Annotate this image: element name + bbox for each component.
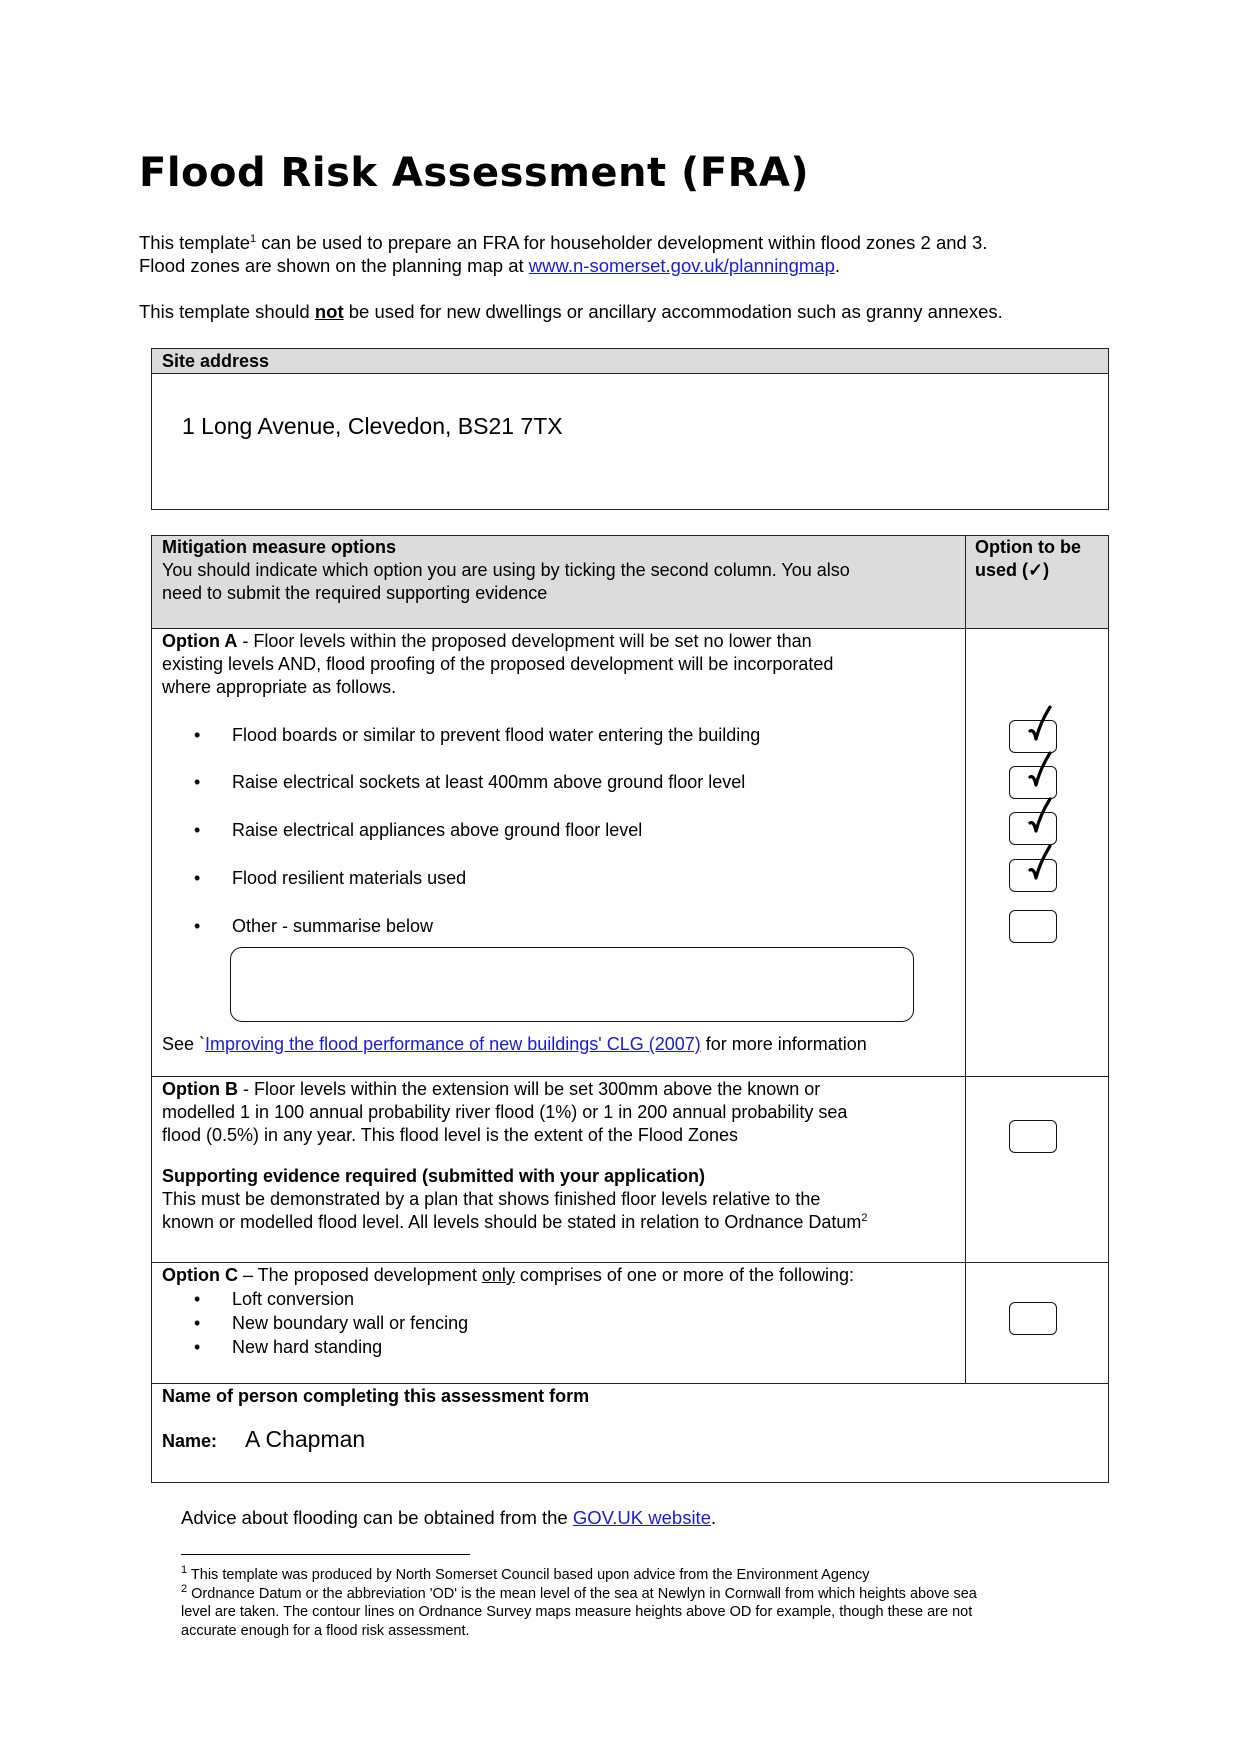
option-b-label: Option B: [162, 1079, 238, 1099]
footnote-text: This template was produced by North Somerset Council based upon advice from the Environment Agency: [187, 1567, 870, 1583]
page-title: Flood Risk Assessment (FRA): [139, 150, 810, 196]
name-field[interactable]: A Chapman: [245, 1426, 366, 1452]
other-summary-input[interactable]: [230, 947, 914, 1022]
checkbox-raise-appliances[interactable]: [1009, 812, 1057, 845]
tick-mark-icon: [1026, 751, 1054, 791]
bullet: •: [194, 1337, 201, 1357]
row-divider: [152, 628, 1108, 629]
bullet: •: [194, 772, 201, 792]
option-b-evidence-title: Supporting evidence required (submitted with your application): [162, 1166, 706, 1186]
option-a-text: existing levels AND, flood proofing of the proposed development will be incorporated: [162, 654, 834, 674]
site-address-field[interactable]: 1 Long Avenue, Clevedon, BS21 7TX: [182, 413, 563, 439]
option-b-text: modelled 1 in 100 annual probability river flood (1%) or 1 in 200 annual probability sea: [162, 1102, 848, 1122]
option-a-item-text: Flood resilient materials used: [232, 868, 467, 888]
option-c-text: comprises of one or more of the following:: [514, 1265, 855, 1285]
intro-line-1: [139, 231, 1119, 277]
option-b-text: flood (0.5%) in any year. This flood level is the extent of the Flood Zones: [162, 1125, 738, 1145]
clg-guidance-link[interactable]: Improving the flood performance of new buildings' CLG (2007): [205, 1034, 701, 1054]
mitigation-header-desc: You should indicate which option you are using by ticking the second column. You also: [162, 560, 850, 580]
site-address-header: Site address: [152, 349, 1108, 374]
option-a-text: where appropriate as follows.: [162, 677, 397, 697]
footnote-text: accurate enough for a flood risk assessment.: [181, 1622, 470, 1639]
option-c-item-text: New hard standing: [232, 1337, 383, 1357]
option-a-see-more: [162, 1033, 867, 1056]
intro-text: This template should: [139, 301, 315, 322]
option-a-item-text: Raise electrical appliances above ground floor level: [232, 820, 643, 840]
name-label: Name:: [162, 1431, 218, 1451]
intro-text: .: [834, 255, 841, 276]
option-c-label: Option C: [162, 1265, 238, 1285]
bullet: •: [194, 820, 201, 840]
checkbox-option-b[interactable]: [1009, 1120, 1057, 1153]
checkbox-option-c[interactable]: [1009, 1302, 1057, 1335]
option-column-header-line: used (✓): [975, 560, 1050, 580]
intro-text: be used for new dwellings or ancillary accommodation such as granny annexes.: [343, 301, 1003, 322]
advice-text: .: [711, 1507, 717, 1528]
site-address-box: [151, 348, 1109, 510]
footnote-ref-2: 2: [861, 1212, 868, 1224]
option-b-evidence-text: This must be demonstrated by a plan that shows finished floor levels relative to the: [162, 1189, 821, 1209]
checkbox-resilient-materials[interactable]: [1009, 859, 1057, 892]
tick-mark-icon: [1026, 844, 1054, 884]
footnote-separator: [181, 1554, 470, 1555]
mitigation-header-title: Mitigation measure options: [162, 537, 397, 557]
checkbox-flood-boards[interactable]: [1009, 720, 1057, 753]
option-b-description: [162, 1078, 868, 1234]
option-c-emphasis: only: [481, 1265, 515, 1285]
intro-emphasis: not: [314, 301, 344, 322]
bullet: •: [194, 1289, 201, 1309]
footnote-number: 2: [181, 1582, 188, 1595]
intro-text: Flood zones are shown on the planning map at: [139, 255, 529, 276]
checkbox-other[interactable]: [1009, 910, 1057, 943]
see-text: See `: [162, 1034, 206, 1054]
row-divider: [152, 1262, 1108, 1263]
option-c-description: [162, 1264, 854, 1287]
row-divider: [152, 1076, 1108, 1077]
option-a-item-text: Flood boards or similar to prevent flood water entering the building: [232, 725, 761, 745]
tick-mark-icon: [1026, 705, 1054, 745]
bullet: •: [194, 916, 201, 936]
bullet: •: [194, 725, 201, 745]
footnote-text: Ordnance Datum or the abbreviation 'OD' is the mean level of the sea at Newlyn in Cornwall from which heights above sea: [187, 1585, 977, 1602]
footnote-number: 1: [181, 1564, 188, 1577]
option-a-item-text: Other - summarise below: [232, 916, 434, 936]
option-b-evidence-text: known or modelled flood level. All levels should be stated in relation to Ordnance Datum: [162, 1212, 862, 1232]
planning-map-link[interactable]: www.n-somerset.gov.uk/planningmap: [528, 255, 835, 276]
person-header: Name of person completing this assessment form: [162, 1386, 590, 1406]
tick-mark-icon: [1026, 797, 1054, 837]
footnotes: [181, 1566, 1101, 1640]
option-a-label: Option A: [162, 631, 238, 651]
footnote-ref-1: 1: [250, 232, 257, 245]
mitigation-header: [162, 536, 850, 605]
row-divider: [152, 1383, 1108, 1384]
see-text: for more information: [700, 1034, 867, 1054]
advice-line: [181, 1507, 716, 1529]
option-c-item-text: New boundary wall or fencing: [232, 1313, 469, 1333]
option-column-header-line: Option to be: [975, 537, 1081, 557]
mitigation-table: [151, 535, 1109, 1483]
intro-text: This template: [139, 232, 251, 253]
option-a-text: - Floor levels within the proposed development will be set no lower than: [237, 631, 812, 651]
bullet: •: [194, 868, 201, 888]
intro-text: can be used to prepare an FRA for householder development within flood zones 2 and 3.: [256, 232, 988, 253]
checkbox-raise-sockets[interactable]: [1009, 766, 1057, 799]
advice-text: Advice about flooding can be obtained from the: [181, 1507, 573, 1528]
column-divider: [965, 536, 966, 1383]
option-a-item-text: Raise electrical sockets at least 400mm above ground floor level: [232, 772, 746, 792]
mitigation-header-desc: need to submit the required supporting evidence: [162, 583, 548, 603]
footnote-text: level are taken. The contour lines on Ordnance Survey maps measure heights above OD for example, though these are not: [181, 1604, 973, 1620]
bullet: •: [194, 1313, 201, 1333]
intro-line-3: [139, 300, 1119, 323]
gov-uk-link[interactable]: GOV.UK website: [572, 1507, 711, 1528]
option-b-text: - Floor levels within the extension will be set 300mm above the known or: [237, 1079, 821, 1099]
option-column-header: [975, 536, 1081, 582]
option-c-text: – The proposed development: [237, 1265, 482, 1285]
option-a-description: [162, 630, 833, 699]
option-c-item-text: Loft conversion: [232, 1289, 355, 1309]
